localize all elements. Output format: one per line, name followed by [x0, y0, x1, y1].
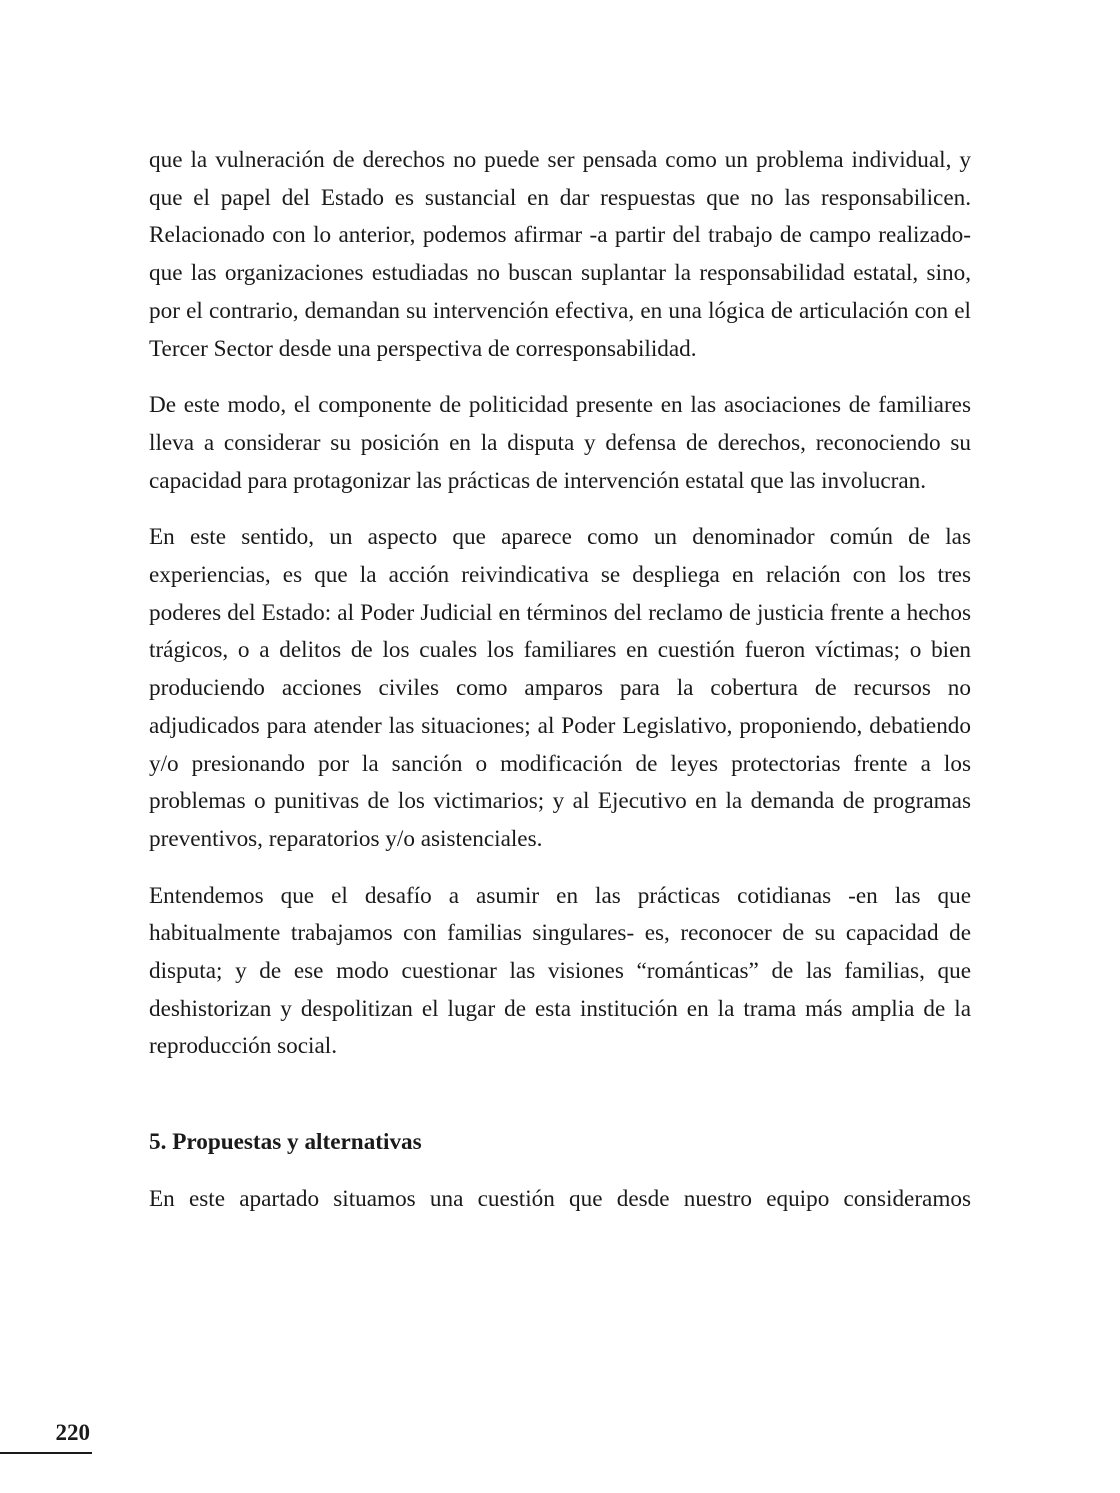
section-heading: 5. Propuestas y alternativas — [149, 1129, 422, 1156]
body-paragraph: En este sentido, un aspecto que aparece como un denominador común de las experiencias, es que la acción reivindicativa se despliega en relación con los tres poderes del Estado: al Poder Judicial en términos del reclamo de justicia frente a hechos trágicos, o a delitos de los cuales los familiares en cuestión fueron víctimas; o bien produciendo acciones civiles como amparos para la cobertura de recursos no adjudicados para atender las situaciones; al Poder Legislativo, proponiendo, debatiendo y/o presionando por la sanción o modificación de leyes protectorias frente a los problemas o punitivas de los victimarios; y al Ejecutivo en la demanda de programas preventivos, reparatorios y/o asistenciales. — [149, 524, 971, 852]
paragraph-spacer — [149, 859, 971, 878]
footer-rule — [0, 1452, 92, 1454]
page-body — [149, 142, 971, 1219]
body-paragraph: Entendemos que el desafío a asumir en las prácticas cotidianas -en las que habitualmente trabajamos con familias singulares- es, reconocer de su capacidad de disputa; y de ese modo cuestionar las visiones “románticas” de las familias, que deshistorizan y despolitizan el lugar de esta institución en la trama más amplia de la reproducción social. — [149, 882, 971, 1060]
paragraph-spacer — [149, 368, 971, 387]
section-spacer — [149, 1066, 971, 1124]
heading-spacer — [149, 1162, 971, 1181]
body-paragraph: De este modo, el componente de politicidad presente en las asociaciones de familiares lleva a considerar su posición en la disputa y defensa de derechos, reconociendo su capacidad para protagonizar las prácticas de intervención estatal que las involucran. — [149, 392, 971, 494]
page-number: 220 — [55, 1420, 90, 1445]
body-paragraph: que la vulneración de derechos no puede ser pensada como un problema individual, y que el papel del Estado es sustancial en dar respuestas que no las responsabilicen. Relacionado con lo anterior, podemos afirmar -a partir del trabajo de campo realizado- que las organizaciones estudiadas no buscan suplantar la responsabilidad estatal, sino, por el contrario, demandan su intervención efectiva, en una lógica de articulación con el Tercer Sector desde una perspectiva de corresponsabilidad. — [149, 147, 971, 362]
page-footer — [0, 1418, 92, 1454]
final-paragraph: En este apartado situamos una cuestión que desde nuestro equipo consideramos — [149, 1185, 971, 1212]
paragraph-spacer — [149, 500, 971, 519]
